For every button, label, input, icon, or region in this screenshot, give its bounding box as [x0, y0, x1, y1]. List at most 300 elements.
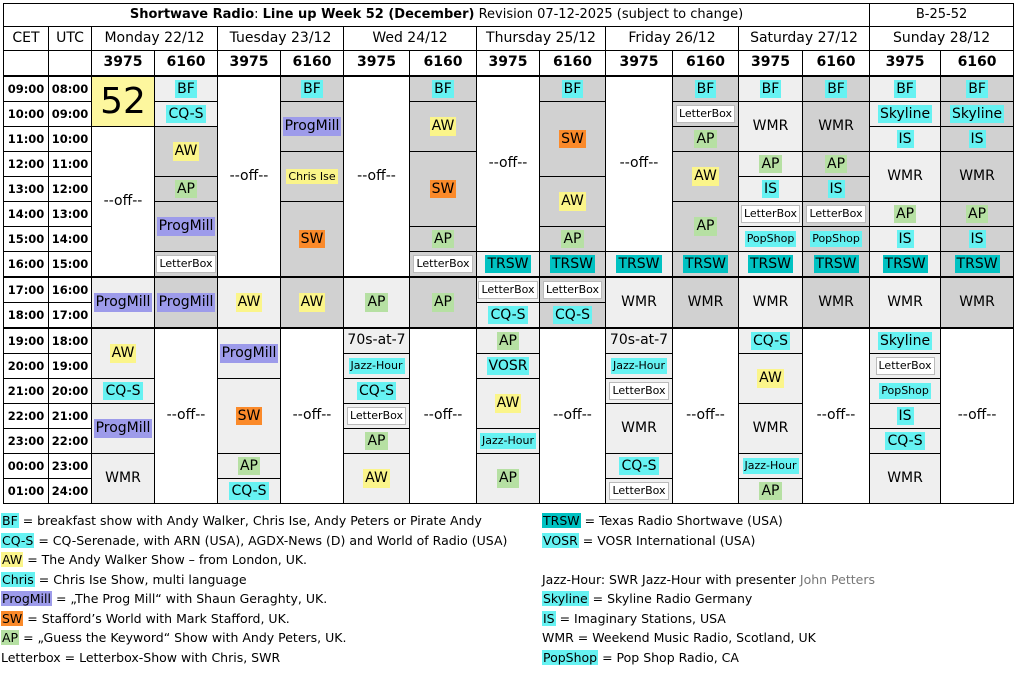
frequency-header: 6160	[803, 51, 870, 77]
program-cell	[870, 277, 941, 328]
program-cell	[606, 328, 673, 354]
header-row	[4, 27, 1014, 51]
cet-time: 11:00	[4, 127, 49, 152]
legend-tag: VOSR	[543, 532, 578, 548]
program-cell	[606, 76, 673, 252]
title-revision: Revision 07-12-2025 (subject to change)	[474, 6, 744, 22]
program-cell	[92, 328, 155, 379]
program-cell	[540, 76, 606, 102]
program-tag: IS	[898, 130, 912, 147]
program-tag: AP	[761, 482, 780, 499]
program-cell	[410, 328, 477, 504]
program-label: 70s-at-7	[609, 332, 669, 349]
program-cell	[870, 227, 941, 252]
frequency-header: 6160	[410, 51, 477, 77]
program-tag: Jazz-Hour	[350, 359, 403, 373]
legend-tag: SW	[2, 610, 23, 626]
program-cell	[344, 404, 410, 429]
program-tag: ProgMill	[158, 294, 214, 311]
program-cell	[673, 127, 739, 152]
program-cell	[155, 252, 218, 278]
legend-text: = Texas Radio Shortwave (USA)	[580, 513, 783, 528]
program-cell	[477, 252, 540, 278]
utc-time: 11:00	[49, 152, 92, 177]
program-cell	[344, 429, 410, 454]
hour-row	[4, 328, 1014, 354]
frequency-header: 3975	[606, 51, 673, 77]
program-cell	[540, 102, 606, 177]
cet-time: 20:00	[4, 354, 49, 379]
frequency-header: 6160	[540, 51, 606, 77]
program-cell	[739, 76, 803, 102]
legend-entry	[1, 570, 507, 590]
program-tag: CQ-S	[752, 332, 789, 349]
program-tag: AP	[176, 180, 196, 197]
program-tag: BF	[896, 80, 914, 97]
legend-entry	[1, 531, 507, 551]
utc-time: 24:00	[49, 479, 92, 504]
utc-time: 14:00	[49, 227, 92, 252]
program-tag: TRSW	[815, 255, 857, 272]
program-cell	[941, 152, 1014, 202]
utc-time: 08:00	[49, 76, 92, 102]
program-cell	[410, 277, 477, 328]
program-cell	[941, 328, 1014, 504]
program-tag: Chris Ise	[288, 169, 336, 183]
program-cell	[606, 277, 673, 328]
program-tag: ProgMill	[95, 294, 151, 311]
program-tag: AW	[694, 168, 717, 185]
program-cell	[410, 252, 477, 278]
program-cell	[606, 354, 673, 379]
program-tag: PopShop	[812, 232, 860, 246]
program-tag: LetterBox	[876, 357, 935, 374]
legend-text: = breakfast show with Andy Walker, Chris Ise, Andy Peters or Pirate Andy	[18, 513, 482, 528]
utc-time: 13:00	[49, 202, 92, 227]
program-tag: SW	[561, 130, 584, 147]
off-label: --off--	[357, 167, 396, 184]
program-cell	[155, 202, 218, 252]
frequency-header: 6160	[673, 51, 739, 77]
program-cell	[344, 454, 410, 504]
day-header: Sunday 28/12	[870, 27, 1014, 51]
program-label: WMR	[752, 293, 789, 310]
program-tag: AW	[237, 294, 261, 311]
cet-time: 18:00	[4, 303, 49, 329]
program-tag: TRSW	[551, 255, 593, 272]
cet-time: 19:00	[4, 328, 49, 354]
utc-header: UTC	[49, 27, 92, 51]
program-tag: AW	[174, 143, 198, 160]
program-cell	[803, 202, 870, 227]
program-cell	[870, 152, 941, 202]
program-tag: BF	[303, 80, 321, 97]
program-tag: AW	[496, 395, 520, 412]
cet-time: 13:00	[4, 177, 49, 202]
program-cell	[606, 379, 673, 404]
utc-time: 23:00	[49, 454, 92, 479]
frequency-header: 3975	[344, 51, 410, 77]
program-tag: CQ-S	[358, 382, 395, 399]
program-cell	[673, 328, 739, 504]
program-cell	[739, 479, 803, 504]
legend-entry	[542, 570, 875, 590]
cet-header: CET	[4, 27, 49, 51]
schedule-code: B-25-52	[870, 4, 1014, 27]
program-cell	[218, 379, 281, 454]
utc-time: 12:00	[49, 177, 92, 202]
legend-text: Jazz-Hour: SWR Jazz-Hour with presenter	[542, 571, 800, 587]
program-cell	[540, 227, 606, 252]
program-tag: TRSW	[684, 255, 726, 272]
program-tag: LetterBox	[609, 482, 668, 499]
program-tag: AP	[563, 230, 582, 247]
program-cell	[870, 328, 941, 354]
program-cell	[739, 328, 803, 354]
legend-text: Letterbox = Letterbox-Show with Chris, SWR	[1, 649, 281, 665]
program-tag: LetterBox	[609, 382, 668, 399]
hour-row	[4, 76, 1014, 102]
utc-time: 15:00	[49, 252, 92, 278]
program-cell	[92, 127, 155, 278]
cet-time: 10:00	[4, 102, 49, 127]
program-tag: PopShop	[746, 232, 795, 246]
program-tag: IS	[970, 230, 984, 247]
program-tag: BF	[434, 80, 452, 97]
program-cell	[155, 277, 218, 328]
program-tag: BF	[968, 80, 986, 97]
title-week: Line up Week 52 (December)	[262, 6, 475, 22]
legend-entry	[1, 550, 507, 570]
program-tag: LetterBox	[741, 205, 800, 222]
title-colon: :	[254, 6, 263, 22]
program-label: WMR	[959, 167, 995, 184]
program-tag: AP	[827, 155, 846, 172]
legend-entry	[542, 531, 875, 551]
program-cell	[739, 177, 803, 202]
program-cell	[803, 102, 870, 152]
cet-time: 17:00	[4, 277, 49, 303]
frequency-header: 3975	[870, 51, 941, 77]
program-cell	[606, 404, 673, 454]
program-tag: LetterBox	[543, 281, 602, 298]
program-cell	[941, 227, 1014, 252]
legend-entry	[542, 589, 875, 609]
program-tag: AP	[498, 332, 518, 349]
legend-text: = Pop Shop Radio, CA	[598, 649, 739, 665]
program-tag: AP	[696, 218, 715, 235]
utc-time: 19:00	[49, 354, 92, 379]
day-header: Friday 26/12	[606, 27, 739, 51]
program-cell	[344, 328, 410, 354]
program-cell	[870, 454, 941, 504]
program-cell	[344, 379, 410, 404]
legend-entry	[1, 628, 507, 648]
program-tag: BF	[827, 80, 845, 97]
program-cell	[410, 102, 477, 152]
program-tag: AW	[365, 470, 388, 487]
day-header: Monday 22/12	[92, 27, 218, 51]
program-cell	[281, 76, 344, 102]
day-header: Thursday 25/12	[477, 27, 606, 51]
program-cell	[92, 277, 155, 328]
program-cell	[803, 252, 870, 278]
program-cell	[540, 277, 606, 303]
program-tag: Jazz-Hour	[613, 359, 665, 373]
program-tag: IS	[763, 180, 777, 197]
program-cell	[281, 328, 344, 504]
program-tag: AP	[239, 457, 259, 474]
program-tag: IS	[970, 130, 984, 147]
program-cell	[218, 76, 281, 277]
legend-right	[542, 511, 875, 667]
program-label: WMR	[105, 469, 141, 486]
program-tag: AP	[696, 130, 715, 147]
program-cell	[739, 227, 803, 252]
program-cell	[477, 303, 540, 329]
program-tag: IS	[898, 407, 912, 424]
program-cell	[870, 202, 941, 227]
program-tag: ProgMill	[95, 420, 151, 437]
hour-row	[4, 252, 1014, 278]
program-tag: Jazz-Hour	[744, 459, 797, 473]
program-tag: BF	[177, 80, 195, 97]
program-tag: TRSW	[487, 255, 529, 272]
utc-time: 20:00	[49, 379, 92, 404]
program-cell	[218, 277, 281, 328]
legend-text: = „Guess the Keyword“ Show with Andy Peters, UK.	[19, 630, 347, 645]
cet-time: 01:00	[4, 479, 49, 504]
cet-time: 09:00	[4, 76, 49, 102]
day-header: Tuesday 23/12	[218, 27, 344, 51]
program-cell	[540, 252, 606, 278]
legend-tag: Skyline	[543, 591, 588, 606]
program-tag: CQ-S	[621, 457, 657, 474]
program-tag: TRSW	[956, 255, 998, 272]
program-tag: LetterBox	[347, 407, 406, 424]
program-cell	[941, 76, 1014, 102]
program-cell	[540, 328, 606, 504]
program-tag: SW	[431, 180, 455, 197]
program-cell	[941, 127, 1014, 152]
off-label: --off--	[423, 407, 463, 424]
title-row	[4, 4, 1014, 27]
program-label: WMR	[887, 293, 923, 310]
program-tag: AW	[111, 345, 135, 362]
program-cell	[92, 379, 155, 404]
legend-text: = VOSR International (USA)	[578, 532, 756, 548]
program-cell	[410, 76, 477, 102]
frequency-header: 6160	[941, 51, 1014, 77]
program-tag: TRSW	[749, 255, 791, 272]
program-tag: LetterBox	[413, 255, 472, 272]
program-tag: AW	[561, 193, 584, 210]
program-cell	[155, 102, 218, 127]
program-cell	[92, 404, 155, 454]
cet-time: 21:00	[4, 379, 49, 404]
program-tag: AP	[761, 155, 780, 172]
frequency-header: 3975	[477, 51, 540, 77]
program-cell	[477, 429, 540, 454]
off-label: --off--	[229, 167, 269, 184]
program-cell	[803, 227, 870, 252]
program-tag: BF	[761, 80, 780, 97]
program-label: WMR	[887, 167, 923, 184]
program-cell	[739, 354, 803, 404]
title-bold: Shortwave Radio	[129, 6, 255, 22]
week-number: 52	[92, 76, 155, 127]
program-cell	[673, 202, 739, 252]
program-cell	[218, 454, 281, 479]
hour-row	[4, 277, 1014, 303]
program-cell	[673, 102, 739, 127]
program-tag: VOSR	[488, 357, 528, 374]
program-cell	[803, 328, 870, 504]
legend-tag: AP	[2, 630, 19, 645]
program-tag: LetterBox	[806, 205, 865, 222]
program-cell	[281, 152, 344, 202]
legend-entry	[542, 648, 875, 668]
program-label: WMR	[887, 469, 923, 486]
program-cell	[739, 102, 803, 152]
program-cell	[870, 354, 941, 379]
program-cell	[739, 454, 803, 479]
legend-tag: ProgMill	[2, 591, 51, 606]
frequency-header: 3975	[739, 51, 803, 77]
program-cell	[941, 252, 1014, 278]
off-label: --off--	[553, 407, 592, 424]
program-label: WMR	[687, 293, 724, 310]
program-cell	[803, 177, 870, 202]
program-cell	[92, 454, 155, 504]
program-cell	[606, 479, 673, 504]
program-cell	[870, 76, 941, 102]
utc-time: 17:00	[49, 303, 92, 329]
program-cell	[477, 328, 540, 354]
frequency-header: 3975	[92, 51, 155, 77]
program-cell	[739, 252, 803, 278]
program-label: WMR	[621, 293, 657, 310]
program-cell	[410, 152, 477, 227]
legend-text: = Chris Ise Show, multi language	[34, 571, 247, 587]
program-cell	[870, 404, 941, 429]
program-cell	[673, 277, 739, 328]
legend-entry	[542, 628, 875, 648]
program-cell	[739, 404, 803, 454]
program-tag: LetterBox	[676, 105, 735, 122]
program-tag: CQ-S	[231, 482, 267, 499]
legend-text: WMR = Weekend Music Radio, Scotland, UK	[542, 630, 816, 645]
program-label: 70s-at-7	[347, 332, 406, 349]
program-tag: BF	[696, 80, 715, 97]
program-cell	[606, 252, 673, 278]
off-label: --off--	[816, 407, 856, 424]
legend-text: = Imaginary Stations, USA	[555, 610, 726, 626]
program-tag: AP	[968, 205, 987, 222]
program-cell	[941, 102, 1014, 127]
legend-entry	[1, 648, 507, 668]
legend-entry	[1, 589, 507, 609]
program-tag: SW	[300, 230, 324, 247]
program-tag: AP	[433, 294, 453, 311]
program-label: WMR	[818, 117, 854, 134]
program-cell	[941, 202, 1014, 227]
program-cell	[870, 429, 941, 454]
program-tag: IS	[898, 230, 912, 247]
legend-presenter: John Petters	[799, 571, 875, 587]
frequency-header: 6160	[281, 51, 344, 77]
program-tag: AP	[367, 294, 386, 311]
program-cell	[739, 202, 803, 227]
program-cell	[540, 303, 606, 329]
legend-text: = „The Prog Mill“ with Shaun Geraghty, UK.	[51, 591, 328, 606]
program-cell	[218, 328, 281, 379]
program-cell	[155, 76, 218, 102]
program-tag: AW	[300, 294, 324, 311]
program-cell	[344, 76, 410, 277]
legend-tag: AW	[2, 552, 23, 567]
off-label: --off--	[957, 407, 997, 424]
program-tag: AP	[433, 230, 453, 247]
legend-tag: CQ-S	[2, 532, 34, 548]
program-tag: CQ-S	[168, 105, 204, 122]
program-cell	[155, 127, 218, 177]
utc-time: 10:00	[49, 127, 92, 152]
program-cell	[803, 277, 870, 328]
off-label: --off--	[292, 407, 332, 424]
program-cell	[673, 252, 739, 278]
legend-text: = CQ-Serenade, with ARN (USA), AGDX-News (D) and World of Radio (USA)	[34, 532, 508, 548]
program-cell	[344, 277, 410, 328]
blank-cell	[49, 51, 92, 77]
program-cell	[218, 479, 281, 504]
program-label: WMR	[752, 419, 789, 436]
program-tag: TRSW	[884, 255, 926, 272]
program-tag: LetterBox	[156, 255, 215, 272]
program-label: WMR	[621, 419, 657, 436]
schedule-table	[3, 3, 1014, 504]
program-cell	[477, 277, 540, 303]
program-tag: ProgMill	[221, 345, 277, 362]
program-tag: SW	[237, 407, 261, 424]
program-cell	[477, 454, 540, 504]
legend-tag: PopShop	[543, 649, 598, 665]
program-cell	[870, 379, 941, 404]
day-header: Saturday 27/12	[739, 27, 870, 51]
cet-time: 00:00	[4, 454, 49, 479]
cet-time: 22:00	[4, 404, 49, 429]
program-tag: ProgMill	[158, 218, 214, 235]
utc-time: 16:00	[49, 277, 92, 303]
program-tag: IS	[829, 180, 843, 197]
legend-text: = Stafford’s World with Mark Stafford, UK.	[23, 610, 290, 626]
legend-entry	[1, 609, 507, 629]
program-cell	[606, 454, 673, 479]
off-label: --off--	[488, 155, 528, 172]
blank-cell	[4, 51, 49, 77]
program-cell	[155, 328, 218, 504]
legend-tag: TRSW	[543, 513, 580, 528]
program-cell	[155, 177, 218, 202]
program-cell	[870, 252, 941, 278]
legend-tag: Chris	[2, 571, 34, 587]
program-cell	[673, 76, 739, 102]
program-tag: BF	[563, 80, 582, 97]
off-label: --off--	[166, 407, 206, 424]
program-cell	[941, 277, 1014, 328]
program-cell	[739, 152, 803, 177]
cet-time: 14:00	[4, 202, 49, 227]
